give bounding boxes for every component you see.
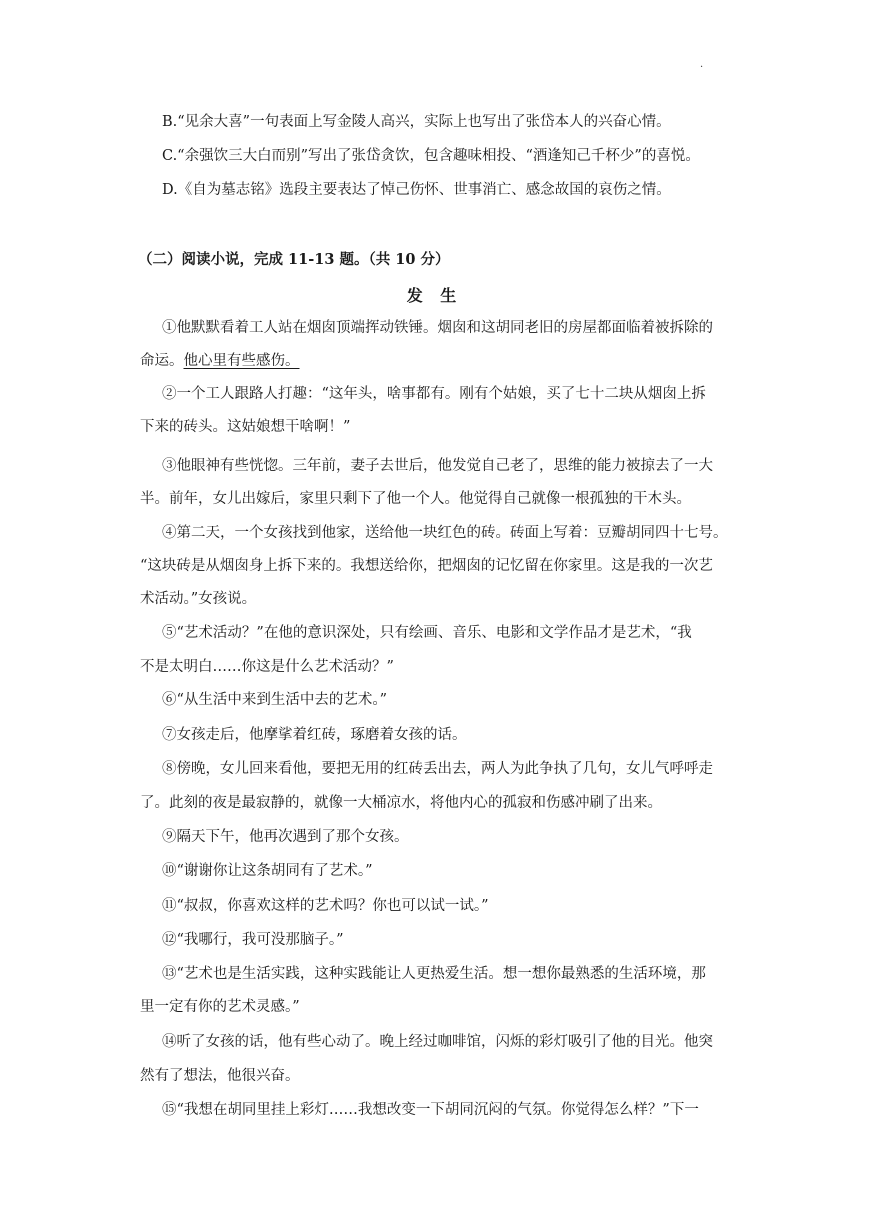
story-line: 不是太明白……你这是什么艺术活动？” — [140, 659, 394, 675]
story-line: 了。此刻的夜是最寂静的，就像一大桶凉水，将他内心的孤寂和伤感冲刷了出来。 — [140, 795, 662, 811]
story-line: 半。前年，女儿出嫁后，家里只剩下了他一个人。他觉得自己就像一根孤独的干木头。 — [140, 491, 691, 507]
story-line: ⑬“艺术也是生活实践，这种实践能让人更热爱生活。想一想你最熟悉的生活环境，那 — [162, 966, 706, 982]
story-line: 然有了想法，他很兴奋。 — [140, 1068, 300, 1084]
story-line: ⑨隔天下午，他再次遇到了那个女孩。 — [162, 829, 409, 845]
story-line: ①他默默看着工人站在烟囱顶端挥动铁锤。烟囱和这胡同老旧的房屋都面临着被拆除的 — [162, 320, 713, 336]
page-dot-mark: · — [700, 62, 704, 73]
option-b: B.“见余大喜”一句表面上写金陵人高兴，实际上也写出了张岱本人的兴奋心情。 — [162, 114, 671, 130]
story-line: 术活动。”女孩说。 — [140, 591, 257, 607]
section-heading: （二）阅读小说，完成 11-13 题。（共 10 分） — [138, 251, 450, 268]
option-d: D.《自为墓志铭》选段主要表达了悼己伤怀、世事消亡、感念故国的哀伤之情。 — [162, 182, 671, 198]
story-line: ⑪“叔叔，你喜欢这样的艺术吗？你也可以试一试。” — [162, 898, 489, 914]
story-line: ③他眼神有些恍惚。三年前，妻子去世后，他发觉自己老了，思维的能力被掠去了一大 — [162, 458, 713, 474]
story-line: 里一定有你的艺术灵感。” — [140, 999, 300, 1015]
story-line: ⑮“我想在胡同里挂上彩灯……我想改变一下胡同沉闷的气氛。你觉得怎么样？”下一 — [162, 1102, 699, 1118]
story-line — [140, 351, 300, 371]
story-line: ⑭听了女孩的话，他有些心动了。晚上经过咖啡馆，闪烁的彩灯吸引了他的目光。他突 — [162, 1034, 713, 1050]
story-line: 下来的砖头。这姑娘想干啥啊！” — [140, 419, 351, 435]
story-line: ⑦女孩走后，他摩挲着红砖，琢磨着女孩的话。 — [162, 727, 467, 743]
story-line: ⑫“我哪行，我可没那脑子。” — [162, 932, 344, 948]
story-line: ⑩“谢谢你让这条胡同有了艺术。” — [162, 863, 373, 879]
story-line: ④第二天，一个女孩找到他家，送给他一块红色的砖。砖面上写着：豆瓣胡同四十七号。 — [162, 525, 728, 541]
story-line: “这块砖是从烟囱身上拆下来的。我想送给你，把烟囱的记忆留在你家里。这是我的一次艺 — [140, 558, 713, 574]
story-line: ⑤“艺术活动？”在他的意识深处，只有绘画、音乐、电影和文学作品才是艺术，“我 — [162, 625, 692, 641]
story-line: ⑥“从生活中来到生活中去的艺术。” — [162, 692, 388, 708]
story-line: ⑧傍晚，女儿回来看他，要把无用的红砖丢出去，两人为此争执了几句，女儿气呼呼走 — [162, 761, 713, 777]
story-line: ②一个工人跟路人打趣：“这年头，啥事都有。刚有个姑娘，买了七十二块从烟囱上拆 — [162, 386, 706, 402]
story-line-text: 命运。 — [140, 353, 184, 369]
story-title: 发 生 — [406, 286, 463, 305]
option-c: C.“余强饮三大白而别”写出了张岱贪饮，包含趣味相投、“酒逢知己千杯少”的喜悦。 — [162, 148, 700, 164]
underlined-sentence: 他心里有些感伤。 — [183, 353, 300, 369]
